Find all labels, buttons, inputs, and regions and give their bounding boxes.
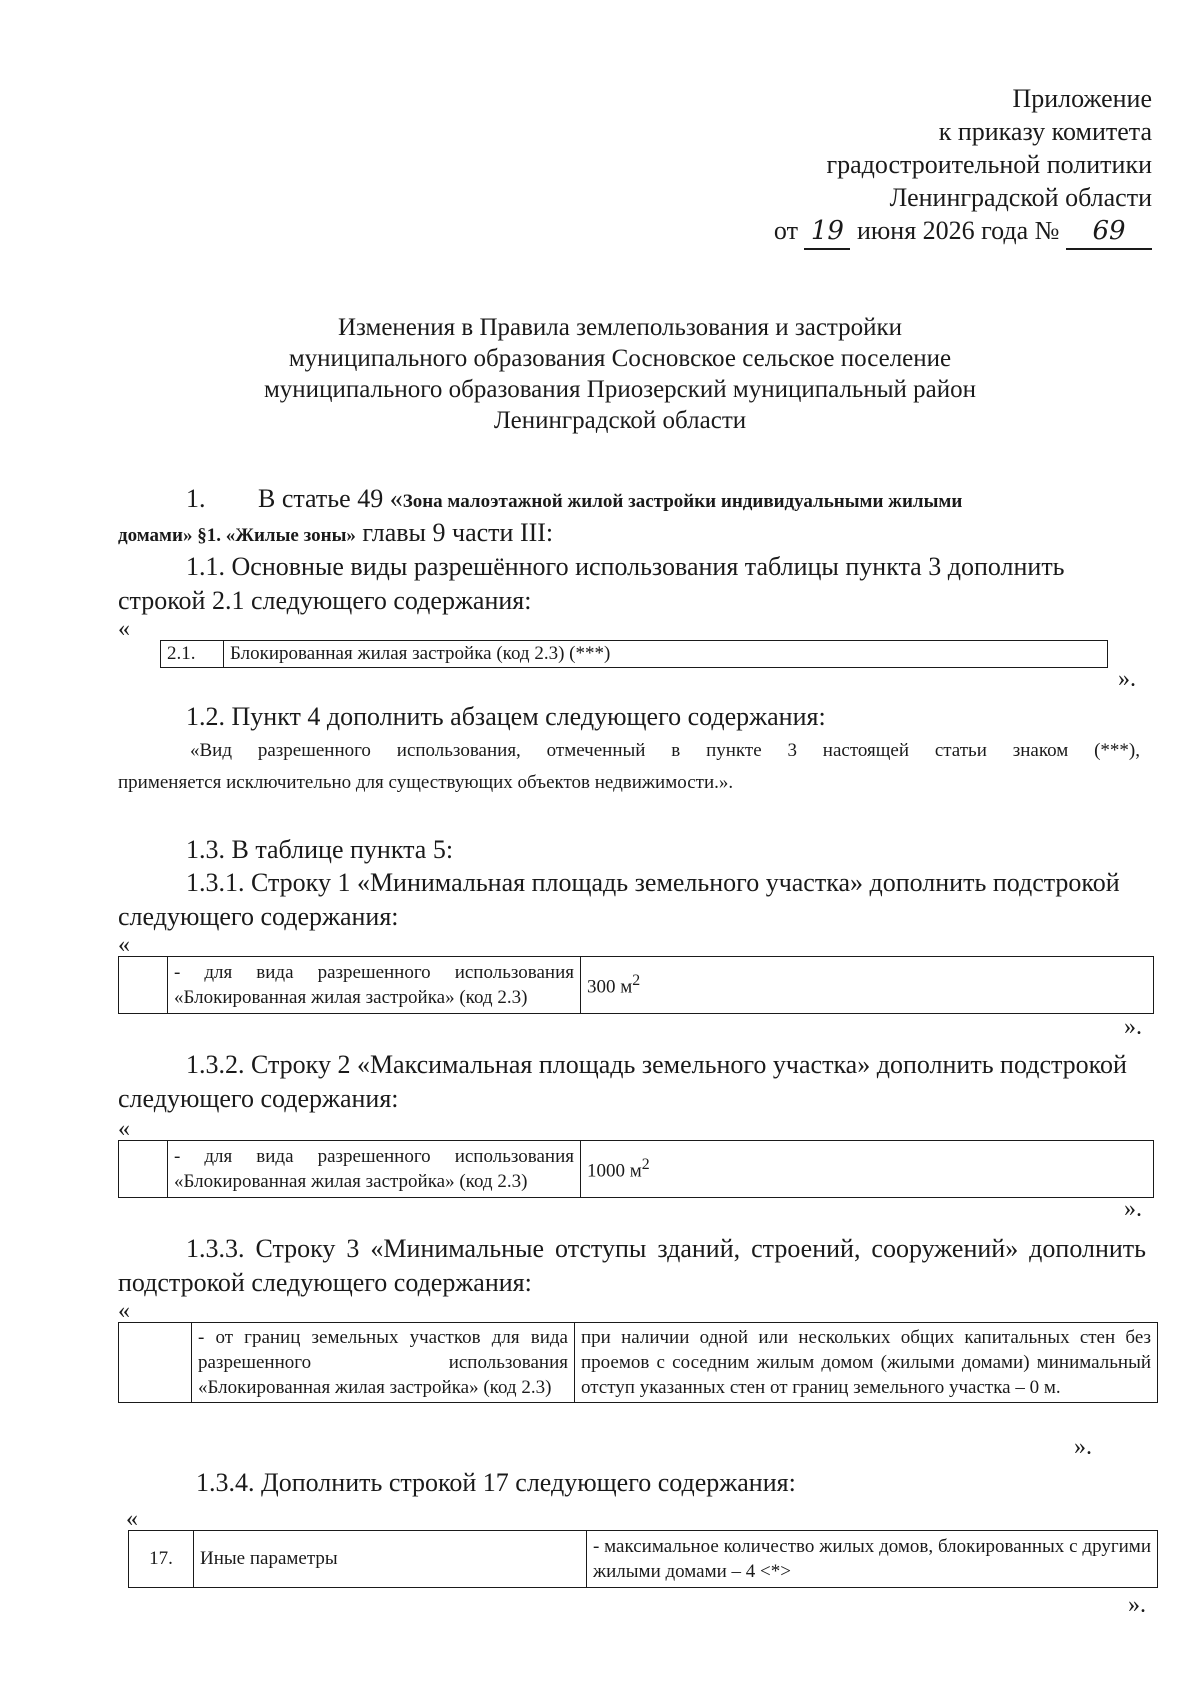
item-1-2-quote-line-1: «Вид разрешенного использования, отмеченный в пункте 3 настоящей статьи знаком (***), — [190, 740, 1140, 761]
item-1-3-4-table — [128, 1530, 1158, 1588]
item-1-3-heading: 1.3. В таблице пункта 5: — [186, 835, 454, 864]
row-desc-cell: - от границ земельных участков для вида разрешенного использования «Блокированная жилая застройка» (код 2.3) — [192, 1323, 575, 1403]
item-1-bold-b: домами» §1. «Жилые зоны» — [118, 525, 356, 546]
item-1-3-1-close-quote: ». — [1124, 1014, 1142, 1040]
item-1-text-a: В статье 49 « — [258, 484, 403, 513]
item-1-1-open-quote: « — [118, 616, 130, 642]
appendix-line-2: к приказу комитета — [938, 117, 1152, 146]
item-1-text-b: главы 9 части III: — [355, 518, 554, 547]
item-1-3-4-close-quote: ». — [1128, 1592, 1146, 1618]
row-desc-cell: - для вида разрешенного использования «Блокированная жилая застройка» (код 2.3) — [168, 1141, 581, 1198]
item-1-3-3-table — [118, 1322, 1158, 1403]
order-number-handwritten: 69 — [1066, 215, 1152, 250]
item-1-3-4-heading: 1.3.4. Дополнить строкой 17 следующего содержания: — [196, 1468, 796, 1497]
date-prefix: от — [773, 216, 798, 245]
item-1-3-2-table — [118, 1140, 1154, 1198]
item-1-1-line-1: 1.1. Основные виды разрешённого использования таблицы пункта 3 дополнить — [186, 552, 1065, 581]
item-1-1-close-quote: ». — [1118, 666, 1136, 692]
row-value-sup: 2 — [641, 1155, 650, 1173]
item-1-3-3-line-2: подстрокой следующего содержания: — [118, 1268, 532, 1297]
item-1-3-4-open-quote: « — [126, 1506, 138, 1532]
row-name-cell: Иные параметры — [194, 1531, 587, 1588]
date-day-handwritten: 19 — [804, 215, 850, 250]
row-value-sup: 2 — [632, 971, 641, 989]
row-text-cell: Блокированная жилая застройка (код 2.3) (***) — [224, 641, 1108, 668]
item-1-bold-a: Зона малоэтажной жилой застройки индивидуальными жилыми — [402, 491, 963, 512]
table-row — [119, 1323, 1158, 1403]
title-line-2: муниципального образования Сосновское сельское поселение — [288, 345, 952, 372]
item-1-3-3-close-quote: ». — [1074, 1434, 1092, 1460]
item-1-3-1-line-2: следующего содержания: — [118, 902, 399, 931]
item-1-line-2 — [118, 516, 1118, 552]
item-1-number: 1. — [186, 484, 206, 513]
item-1-3-1-line-1: 1.3.1. Строку 1 «Минимальная площадь земельного участка» дополнить подстрокой — [186, 868, 1120, 897]
appendix-date-line — [652, 214, 1152, 250]
item-1-3-3-line-1: 1.3.3. Строку 3 «Минимальные отступы зданий, строений, сооружений» дополнить — [186, 1234, 1146, 1263]
row-value-cell: при наличии одной или нескольких общих капитальных стен без проемов с соседним жилым домом (жилыми домами) минимальный отступ указанных стен от границ земельного участка – 0 м. — [575, 1323, 1158, 1403]
row-number-cell: 17. — [129, 1531, 194, 1588]
item-1-3-2-close-quote: ». — [1124, 1196, 1142, 1222]
appendix-line-1: Приложение — [1012, 84, 1152, 113]
row-value-cell — [581, 1141, 1154, 1198]
title-line-3: муниципального образования Приозерский муниципальный район — [263, 376, 976, 403]
table-row — [119, 1141, 1154, 1198]
title-line-4: Ленинградской области — [493, 407, 747, 434]
table-row — [161, 641, 1108, 668]
row-value-cell — [581, 957, 1154, 1014]
empty-cell — [119, 1323, 192, 1403]
row-value-cell: - максимальное количество жилых домов, блокированных с другими жилыми домами – 4 <*> — [587, 1531, 1158, 1588]
appendix-block — [652, 82, 1152, 250]
item-1-2-quote-line-2: применяется исключительно для существующих объектов недвижимости.». — [118, 772, 734, 793]
table-row — [119, 957, 1154, 1014]
row-number-cell: 2.1. — [161, 641, 224, 668]
date-middle: июня 2026 года № — [856, 216, 1060, 245]
row-value: 1000 м — [587, 1160, 642, 1182]
item-1-3-2-line-2: следующего содержания: — [118, 1084, 399, 1113]
row-value: 300 м — [587, 976, 633, 998]
row-desc-cell: - для вида разрешенного использования «Блокированная жилая застройка» (код 2.3) — [168, 957, 581, 1014]
item-1-3-1-table — [118, 956, 1154, 1014]
table-row — [129, 1531, 1158, 1588]
item-1-3-1-open-quote: « — [118, 932, 130, 958]
item-1-1-line-2: строкой 2.1 следующего содержания: — [118, 586, 532, 615]
item-1-2-heading: 1.2. Пункт 4 дополнить абзацем следующего содержания: — [186, 702, 826, 731]
title-line-1: Изменения в Правила землепользования и застройки — [337, 314, 903, 341]
item-1-3-2-open-quote: « — [118, 1116, 130, 1142]
document-title — [140, 312, 1100, 436]
item-1-1-table — [160, 640, 1108, 668]
empty-cell — [119, 1141, 168, 1198]
item-1-3-2-line-1: 1.3.2. Строку 2 «Максимальная площадь земельного участка» дополнить подстрокой — [186, 1050, 1127, 1079]
item-1-line-1 — [258, 482, 1138, 518]
appendix-line-3: градостроительной политики — [826, 150, 1152, 179]
empty-cell — [119, 957, 168, 1014]
appendix-line-4: Ленинградской области — [889, 183, 1152, 212]
item-1-3-3-open-quote: « — [118, 1298, 130, 1324]
